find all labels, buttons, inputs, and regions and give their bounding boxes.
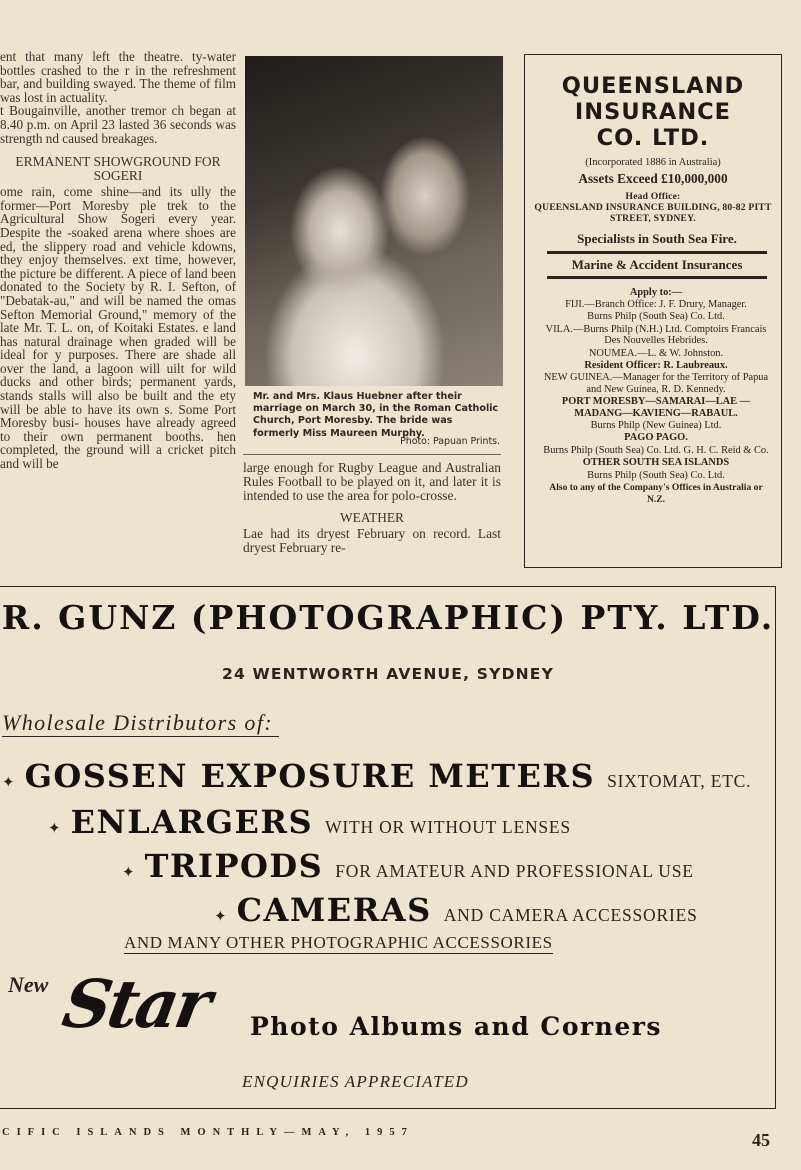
- product-cameras: [214, 891, 698, 929]
- agent-entry: NOUMEA.—L. & W. Johnston.: [588, 347, 724, 359]
- product-detail: SIXTOMAT, ETC.: [607, 771, 752, 791]
- paragraph-earthquake: ent that many left the theatre. ty-water bottles crashed to the r in the refreshment bar, and building swayed. The theme of film was lost in actuality.: [0, 50, 236, 105]
- page-footer: CIFIC ISLANDS MONTHLY—MAY, 1957: [2, 1127, 414, 1138]
- paragraph-weather: Lae had its dryest February on record. Last dryest February re-: [243, 526, 501, 555]
- agent-entry: PORT MORESBY—SAMARAI—LAE —MADANG—KAVIENG—RABAUL.: [561, 396, 751, 419]
- heading-weather: WEATHER: [340, 510, 404, 525]
- insurance-title-line-1: QUEENSLAND: [561, 73, 745, 99]
- agent-entry: FIJI.—Branch Office: J. F. Drury, Manager.: [565, 299, 747, 311]
- paragraph-bougainville: t Bougainville, another tremor ch began at 8.40 p.m. on April 23 lasted 36 seconds was strength nd caused breakages.: [0, 103, 236, 146]
- star-brand-logo: Star: [57, 965, 215, 1043]
- gunz-company-name: R. GUNZ (PHOTOGRAPHIC) PTY. LTD.: [1, 598, 775, 637]
- product-name: TRIPODS: [144, 847, 324, 885]
- gunz-address: 24 WENTWORTH AVENUE, SYDNEY: [221, 665, 555, 683]
- product-detail: AND CAMERA ACCESSORIES: [443, 905, 698, 925]
- divider: [243, 454, 501, 455]
- product-detail: WITH OR WITHOUT LENSES: [325, 817, 571, 837]
- incorporated-note: (Incorporated 1886 in Australia): [585, 157, 721, 168]
- paragraph-ground: large enough for Rugby League and Australian Rules Football to be played on it, and later it is intended to use the area for polo-crosse.: [243, 460, 501, 503]
- product-enlargers: [48, 803, 571, 841]
- agent-entry: OTHER SOUTH SEA ISLANDS: [582, 457, 730, 469]
- albums-line: Photo Albums and Corners: [250, 1012, 662, 1041]
- agent-entry: PAGO PAGO.: [624, 432, 688, 444]
- agent-entry: Burns Philp (South Sea) Co. Ltd.: [587, 311, 725, 323]
- agent-entry: VILA.—Burns Philp (N.H.) Ltd. Comptoirs Francais Des Nouvelles Hebrides.: [545, 323, 767, 347]
- wedding-photo: [245, 56, 503, 386]
- product-detail: FOR AMATEUR AND PROFESSIONAL USE: [335, 861, 694, 881]
- agent-entry: Burns Philp (New Guinea) Ltd.: [590, 420, 722, 432]
- specialists-line: Specialists in South Sea Fire.: [547, 231, 767, 254]
- star-bullet-icon: ✦: [2, 773, 15, 791]
- heading-showground: ERMANENT SHOWGROUND FOR SOGERI: [15, 154, 221, 184]
- page-number: 45: [752, 1130, 770, 1150]
- head-office-label: Head Office:: [625, 191, 681, 202]
- star-bullet-icon: ✦: [48, 819, 61, 837]
- many-accessories-line: AND MANY OTHER PHOTOGRAPHIC ACCESSORIES: [124, 933, 553, 952]
- star-bullet-icon: ✦: [214, 907, 227, 925]
- apply-label: Apply to:—: [629, 286, 683, 298]
- insurance-advertisement: [524, 54, 782, 568]
- product-tripods: [122, 847, 694, 885]
- insurance-title-line-2: INSURANCE: [574, 99, 732, 125]
- product-name: ENLARGERS: [70, 803, 314, 841]
- marine-line: Marine & Accident Insurances: [547, 257, 767, 279]
- head-office-address: QUEENSLAND INSURANCE BUILDING, 80-82 PITT STREET, SYDNEY.: [534, 202, 772, 225]
- wholesale-heading: Wholesale Distributors of:: [2, 710, 279, 737]
- insurance-title-line-3: CO. LTD.: [596, 125, 710, 151]
- agent-entry: Burns Philp (South Sea) Co. Ltd.: [587, 469, 725, 481]
- agent-entry: Burns Philp (South Sea) Co. Ltd. G. H. C. Reid & Co.: [543, 444, 769, 456]
- article-column-middle: [243, 461, 501, 555]
- assets-line: Assets Exceed £10,000,000: [578, 171, 728, 186]
- new-label: New: [8, 972, 49, 997]
- product-gossen: [2, 757, 751, 795]
- product-name: GOSSEN EXPOSURE METERS: [24, 757, 596, 795]
- enquiries-line: ENQUIRIES APPRECIATED: [242, 1072, 469, 1091]
- article-column-left: [0, 50, 236, 471]
- photo-credit: Photo: Papuan Prints.: [400, 436, 500, 447]
- photo-caption: Mr. and Mrs. Klaus Huebner after their marriage on March 30, in the Roman Catholic Church, Port Moresby. The bride was formerly Miss Maureen Murphy.: [253, 391, 499, 439]
- product-name: CAMERAS: [236, 891, 432, 929]
- agent-entry: Resident Officer: R. Laubreaux.: [584, 360, 728, 372]
- star-bullet-icon: ✦: [122, 863, 135, 881]
- agents-list: [525, 287, 781, 505]
- agent-entry: Also to any of the Company's Offices in Australia or N.Z.: [549, 482, 763, 505]
- paragraph-showground: ome rain, come shine—and its ully the former—Port Moresby ple trek to the Agricultural Show Sogeri every year. Despite the -soaked arena where shoes are ed, the slippery road and vehicle kdowns, they enjoy themselves. ext time, however, the picture be different. A piece of land been donated to the Society by R. I. Sefton, of "Debatak-au," and will be named the omas Sefton Memorial Ground," memory of the late Mr. T. L. on, of Koitaki Estates. e land has natural drainage when graded will be ideal for y purposes. There are shade all over the land, a lagoon will uilt for wild ducks and other birds; permanent yards, stands stalls will also be built and the ety will be able to have its own s. Some Port Moresby busi- houses have already agreed to their own permanent booths. hen completed, the ground will a cricket pitch and will be: [0, 184, 236, 471]
- agent-entry: NEW GUINEA.—Manager for the Territory of Papua and New Guinea, R. D. Kennedy.: [543, 372, 769, 395]
